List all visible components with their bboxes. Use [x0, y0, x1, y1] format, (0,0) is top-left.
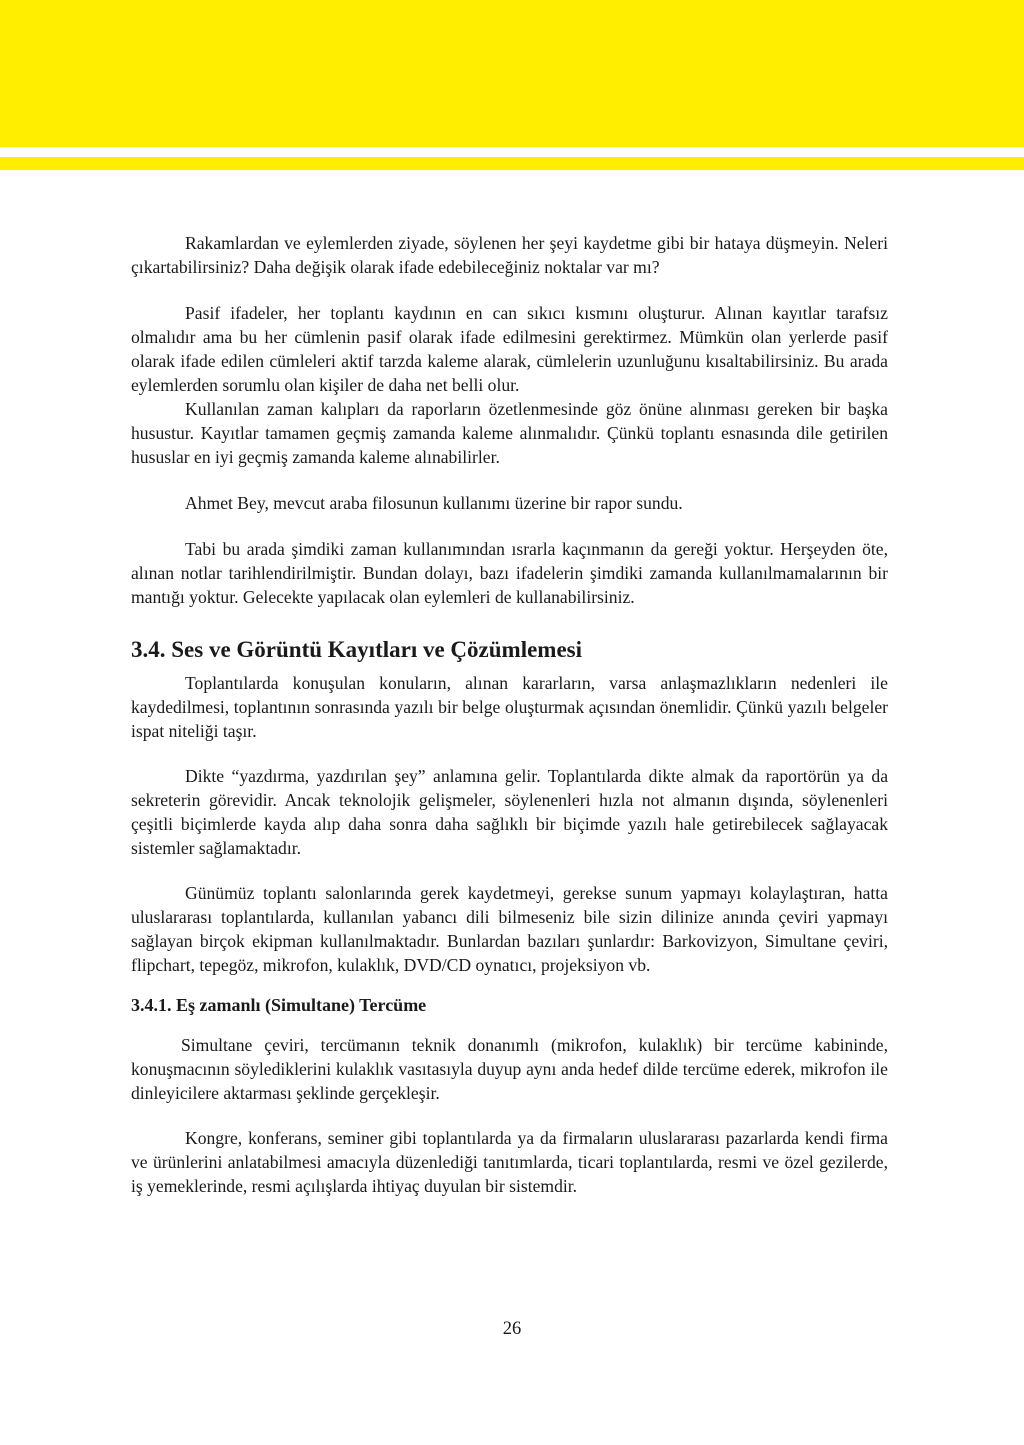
- subsection-heading: 3.4.1. Eş zamanlı (Simultane) Tercüme: [131, 995, 427, 1015]
- paragraph-spacer: [131, 279, 888, 301]
- paragraph: Kullanılan zaman kalıpları da raporların özetlenmesinde göz önüne alınması gereken bir başka husustur. Kayıtlar tamamen geçmiş zamanda kaleme alınmalıdır. Çünkü toplantı esnasında dile getirilen hususlar en iyi geçmiş zamanda kaleme alınabilirler.: [131, 399, 888, 467]
- paragraph-spacer: [131, 860, 888, 881]
- section-spacer: [131, 1017, 888, 1033]
- header-yellow-stripe: [0, 157, 1024, 170]
- header-banner: [0, 0, 1024, 170]
- paragraph-example: Ahmet Bey, mevcut araba filosunun kullanımı üzerine bir rapor sundu.: [185, 493, 683, 513]
- section-spacer: [131, 977, 888, 993]
- paragraph-spacer: [131, 469, 888, 491]
- paragraph: Kongre, konferans, seminer gibi toplantılarda ya da firmaların uluslararası pazarlarda kendi firma ve ürünlerini anlatabilmesi amacıyla düzenlediği tanıtımlarda, ticari toplantılarda, resmi ve özel gezilerde, iş yemeklerinde, resmi açılışlarda ihtiyaç duyulan bir sistemdir.: [131, 1128, 888, 1196]
- paragraph: Pasif ifadeler, her toplantı kaydının en can sıkıcı kısmını oluşturur. Alınan kayıtlar tarafsız olmalıdır ama bu her cümlenin pasif olarak ifade edilmesini gerektirmez. Mümkün olan yerlerde pasif olarak ifade edilen cümleleri aktif tarzda kaleme alarak, cümlelerin uzunluğunu kısaltabilirsiniz. Bu arada eylemlerden sorumlu olan kişiler de daha net belli olur.: [131, 303, 888, 395]
- paragraph: Simultane çeviri, tercümanın teknik donanımlı (mikrofon, kulaklık) bir tercüme kabininde, konuşmacının söylediklerini kulaklık vasıtasıyla duyup aynı anda hedef dilde tercüme ederek, mikrofon ile dinleyicilere aktarması şeklinde gerçekleşir.: [131, 1035, 888, 1103]
- paragraph: Günümüz toplantı salonlarında gerek kaydetmeyi, gerekse sunum yapmayı kolaylaştıran, hatta uluslararası toplantılarda, kullanılan yabancı dili bilmeseniz bile sizin dilinize anında çeviri yapmayı sağlayan birçok ekipman kullanılmaktadır. Bunlardan bazıları şunlardır: Barkovizyon, Simultane çeviri, flipchart, tepegöz, mikrofon, kulaklık, DVD/CD oynatıcı, projeksiyon vb.: [131, 883, 888, 975]
- paragraph: Toplantılarda konuşulan konuların, alınan kararların, varsa anlaşmazlıkların nedenleri ile kaydedilmesi, toplantının sonrasında yazılı bir belge oluşturmak açısından önemlidir. Çünkü yazılı belgeler ispat niteliği taşır.: [131, 673, 888, 741]
- paragraph-spacer: [131, 743, 888, 764]
- section-spacer: [131, 609, 888, 635]
- header-yellow-block: [0, 0, 1024, 147]
- paragraph: Rakamlardan ve eylemlerden ziyade, söylenen her şeyi kaydetme gibi bir hataya düşmeyin. Neleri çıkartabilirsiniz? Daha değişik olarak ifade edebileceğiniz noktalar var mı?: [131, 233, 888, 277]
- section-heading: 3.4. Ses ve Görüntü Kayıtları ve Çözümlemesi: [131, 637, 583, 662]
- paragraph: Tabi bu arada şimdiki zaman kullanımından ısrarla kaçınmanın da gereği yoktur. Herşeyden öte, alınan notlar tarihlendirilmiştir. Bundan dolayı, bazı ifadelerin şimdiki zamanda kullanılmamalarının bir mantığı yoktur. Gelecekte yapılacak olan eylemleri de kullanabilirsiniz.: [131, 539, 888, 607]
- paragraph-spacer: [131, 515, 888, 537]
- paragraph: Dikte “yazdırma, yazdırılan şey” anlamına gelir. Toplantılarda dikte almak da raportörün ya da sekreterin görevidir. Ancak teknolojik gelişmeler, söylenenleri hızla not almanın dışında, söylenenleri çeşitli biçimlerde kayda alıp daha sonra daha sağlıklı bir biçimde yazılı hale getirebilecek sağlayacak sistemler sağlamaktadır.: [131, 766, 888, 858]
- paragraph-spacer: [131, 1105, 888, 1126]
- page-number: 26: [502, 1319, 522, 1339]
- page-content: [131, 231, 888, 1198]
